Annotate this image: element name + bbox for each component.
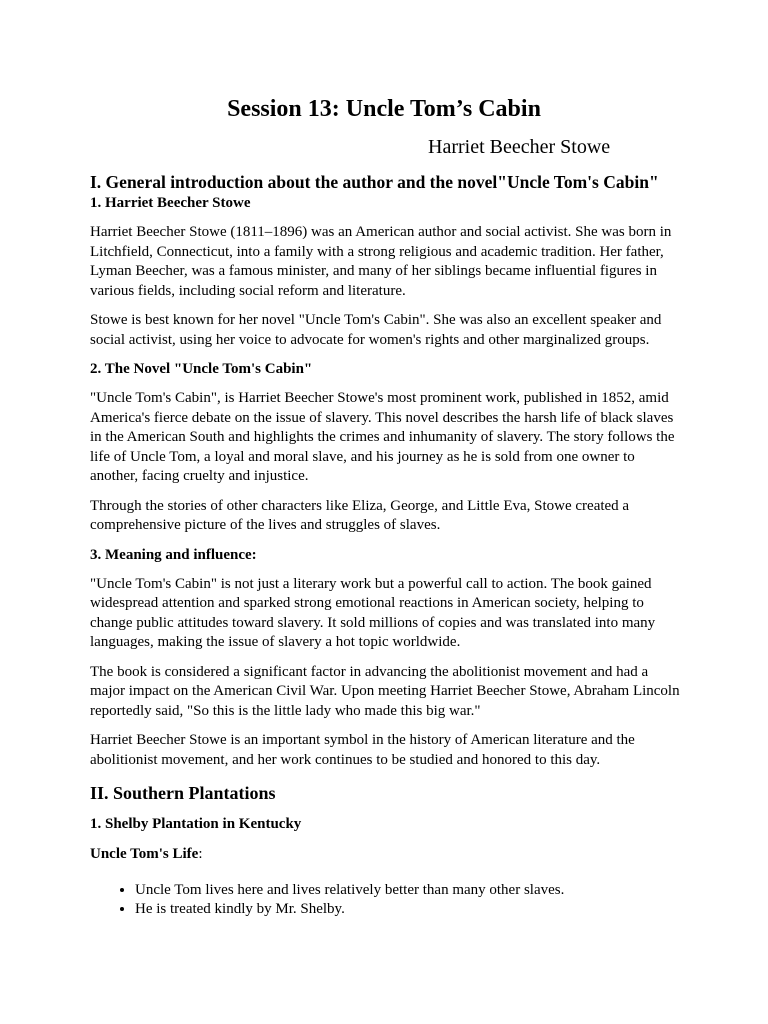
list-item: • Uncle Tom lives here and lives relatively better than many other slaves. bbox=[135, 881, 680, 900]
section-1-2-paragraph-1: "Uncle Tom's Cabin", is Harriet Beecher Stowe's most prominent work, published in 1852, amid America's fierce debate on the issue of slavery. This novel describes the harsh life of black slaves in the American South and highlights the crimes and inhumanity of slavery. The story follows the life of Uncle Tom, a loyal and moral slave, and his journey as he is sold from one owner to another, facing cruelty and injustice. bbox=[90, 390, 675, 484]
uncle-toms-life-list bbox=[90, 881, 680, 919]
uncle-toms-life-label bbox=[90, 845, 680, 865]
document-author: Harriet Beecher Stowe bbox=[428, 136, 611, 158]
list-item: • He is treated kindly by Mr. Shelby. bbox=[135, 900, 680, 919]
document-title: Session 13: Uncle Tom’s Cabin bbox=[227, 96, 541, 122]
section-1-3-paragraph-3: Harriet Beecher Stowe is an important symbol in the history of American literature and the abolitionist movement, and her work continues to be studied and honored to this day. bbox=[90, 732, 635, 768]
section-1-heading: I. General introduction about the author and the novel"Uncle Tom's Cabin" bbox=[90, 172, 659, 192]
section-2-heading: II. Southern Plantations bbox=[90, 783, 276, 803]
section-1-3-paragraph-1: "Uncle Tom's Cabin" is not just a literary work but a powerful call to action. The book gained widespread attention and sparked strong emotional reactions in American society, helping to change public attitudes toward slavery. It sold millions of copies and was translated into many languages, making the issue of slavery a hot topic worldwide. bbox=[90, 575, 656, 650]
section-1-1-paragraph-2: Stowe is best known for her novel "Uncle Tom's Cabin". She was also an excellent speaker and social activist, using her voice to advocate for women's rights and other marginalized groups. bbox=[90, 312, 662, 348]
section-1-3-heading: 3. Meaning and influence: bbox=[90, 546, 257, 563]
uncle-toms-life-label-colon: : bbox=[198, 846, 203, 862]
section-1-3-paragraph-2: The book is considered a significant factor in advancing the abolitionist movement and had a major impact on the American Civil War. Upon meeting Harriet Beecher Stowe, Abraham Lincoln reportedly said, "So this is the little lady who made this big war." bbox=[90, 663, 680, 719]
section-1-1-heading: 1. Harriet Beecher Stowe bbox=[90, 195, 251, 211]
section-1-1-paragraph-1: Harriet Beecher Stowe (1811–1896) was an American author and social activist. She was born in Litchfield, Connecticut, into a family with a strong religious and academic tradition. Her father, Lyman Beecher, was a famous minister, and many of her siblings became influential figures in various fields, including social reform and literature. bbox=[90, 224, 672, 299]
section-1-2-paragraph-2: Through the stories of other characters like Eliza, George, and Little Eva, Stowe created a comprehensive picture of the lives and struggles of slaves. bbox=[90, 497, 630, 533]
document-body bbox=[90, 171, 680, 919]
section-2-1-heading: 1. Shelby Plantation in Kentucky bbox=[90, 816, 302, 832]
section-1-2-heading: 2. The Novel "Uncle Tom's Cabin" bbox=[90, 361, 313, 377]
uncle-toms-life-label-text: Uncle Tom's Life bbox=[90, 846, 199, 862]
